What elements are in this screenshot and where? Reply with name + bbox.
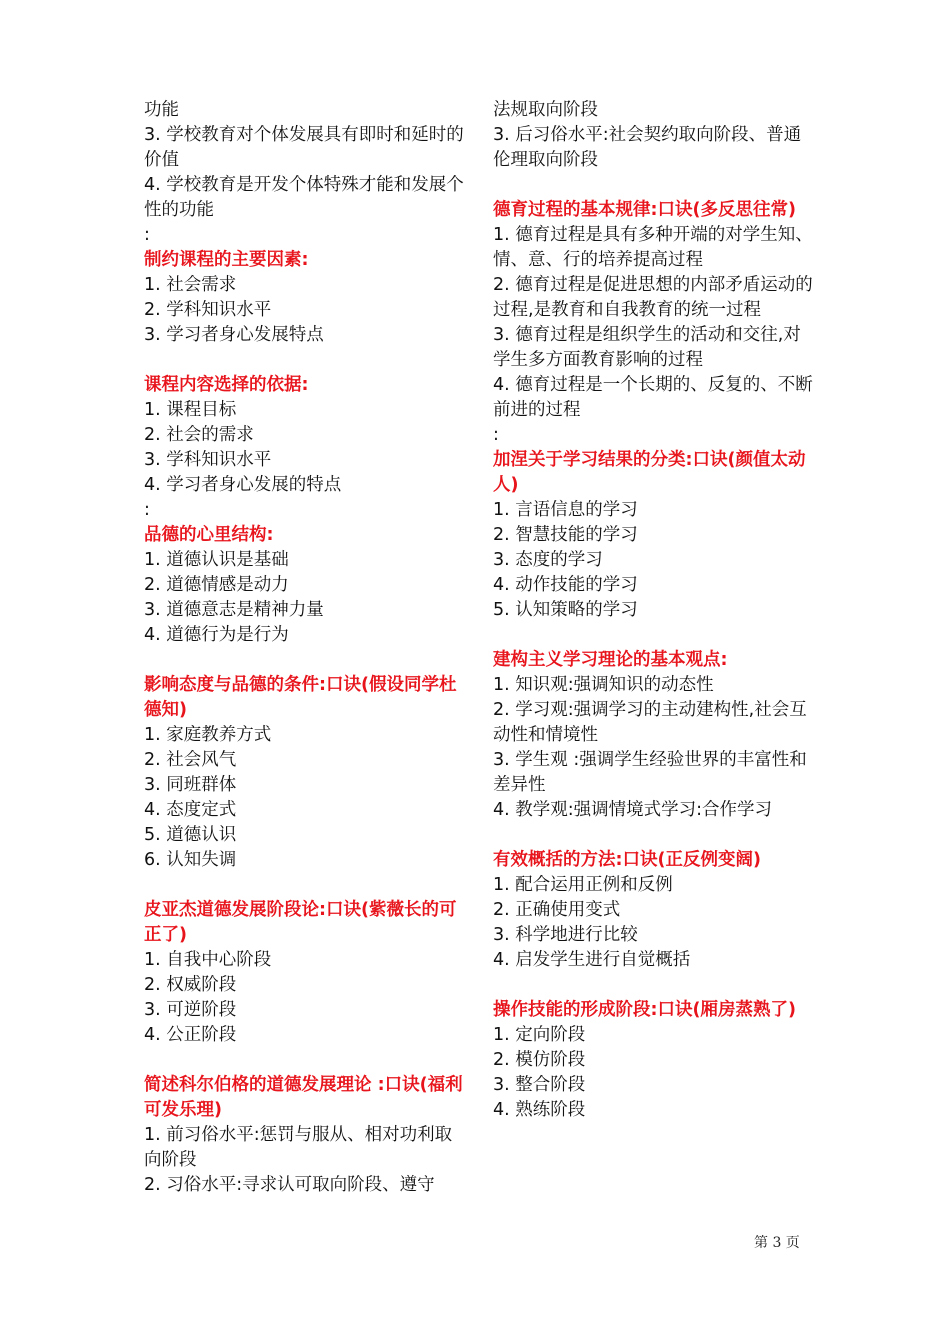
text-line: 2. 习俗水平:寻求认可取向阶段、遵守 — [144, 1175, 435, 1195]
text-line: 2. 模仿阶段 — [493, 1050, 586, 1070]
text-line: 4. 教学观:强调情境式学习:合作学习 — [493, 800, 773, 820]
text-line: 3. 学科知识水平 — [144, 450, 272, 470]
text-line: 1. 配合运用正例和反例 — [493, 875, 673, 895]
section-heading: 有效概括的方法:口诀(正反例变阔) — [493, 850, 761, 870]
section-heading: 影响态度与品德的条件:口诀(假设同学杜德知) — [144, 675, 457, 720]
text-line: 1. 知识观:强调知识的动态性 — [493, 675, 714, 695]
text-line: 4. 德育过程是一个长期的、反复的、不断前进的过程 — [493, 375, 813, 420]
section-heading: 建构主义学习理论的基本观点: — [493, 650, 728, 670]
text-line: 1. 社会需求 — [144, 275, 237, 295]
right-column — [493, 98, 815, 1123]
section-heading: 简述科尔伯格的道德发展理论 :口诀(福利可发乐理) — [144, 1075, 463, 1120]
text-line: 2. 道德情感是动力 — [144, 575, 289, 595]
text-line: 2. 正确使用变式 — [493, 900, 621, 920]
text-line: 3. 德育过程是组织学生的活动和交往,对学生多方面教育影响的过程 — [493, 325, 801, 370]
text-line: 4. 态度定式 — [144, 800, 237, 820]
text-line: : — [493, 425, 499, 445]
text-line: 功能 — [144, 100, 179, 120]
text-line: 4. 动作技能的学习 — [493, 575, 638, 595]
text-line: : — [144, 225, 150, 245]
text-line: 3. 整合阶段 — [493, 1075, 586, 1095]
text-line: 3. 科学地进行比较 — [493, 925, 638, 945]
section-heading: 德育过程的基本规律:口诀(多反思往常) — [493, 200, 796, 220]
section-heading: 课程内容选择的依据: — [144, 375, 309, 395]
spacer — [493, 623, 815, 648]
text-line: 3. 态度的学习 — [493, 550, 603, 570]
spacer — [493, 173, 815, 198]
text-line: 4. 学习者身心发展的特点 — [144, 475, 342, 495]
text-line: 3. 学校教育对个体发展具有即时和延时的价值 — [144, 125, 464, 170]
text-line: 2. 学习观:强调学习的主动建构性,社会互动性和情境性 — [493, 700, 807, 745]
text-line: 2. 学科知识水平 — [144, 300, 272, 320]
spacer — [144, 1048, 466, 1073]
text-line: 4. 公正阶段 — [144, 1025, 237, 1045]
spacer — [144, 348, 466, 373]
text-line: 1. 家庭教养方式 — [144, 725, 272, 745]
text-line: 2. 权威阶段 — [144, 975, 237, 995]
text-line: 1. 前习俗水平:惩罚与服从、相对功利取向阶段 — [144, 1125, 453, 1170]
text-line: 1. 自我中心阶段 — [144, 950, 272, 970]
spacer — [493, 823, 815, 848]
text-line: 2. 社会的需求 — [144, 425, 254, 445]
page-number: 第 3 页 — [754, 1235, 800, 1251]
text-line: : — [144, 500, 150, 520]
spacer — [493, 973, 815, 998]
spacer — [144, 648, 466, 673]
text-line: 2. 社会风气 — [144, 750, 237, 770]
text-line: 1. 道德认识是基础 — [144, 550, 289, 570]
text-line: 5. 道德认识 — [144, 825, 237, 845]
text-line: 3. 后习俗水平:社会契约取向阶段、普通伦理取向阶段 — [493, 125, 802, 170]
text-line: 4. 道德行为是行为 — [144, 625, 289, 645]
text-line: 4. 熟练阶段 — [493, 1100, 586, 1120]
text-line: 3. 学习者身心发展特点 — [144, 325, 324, 345]
text-line: 1. 课程目标 — [144, 400, 237, 420]
section-heading: 操作技能的形成阶段:口诀(厢房蒸熟了) — [493, 1000, 796, 1020]
text-line: 3. 可逆阶段 — [144, 1000, 237, 1020]
text-line: 3. 同班群体 — [144, 775, 237, 795]
section-heading: 皮亚杰道德发展阶段论:口诀(紫薇长的可正了) — [144, 900, 457, 945]
section-heading: 品德的心里结构: — [144, 525, 274, 545]
section-heading: 加涅关于学习结果的分类:口诀(颜值太动人) — [493, 450, 806, 495]
spacer — [144, 873, 466, 898]
text-line: 6. 认知失调 — [144, 850, 237, 870]
text-line: 1. 定向阶段 — [493, 1025, 586, 1045]
text-line: 3. 道德意志是精神力量 — [144, 600, 324, 620]
text-line: 1. 德育过程是具有多种开端的对学生知、情、意、行的培养提高过程 — [493, 225, 813, 270]
text-line: 法规取向阶段 — [493, 100, 598, 120]
text-line: 2. 智慧技能的学习 — [493, 525, 638, 545]
section-heading: 制约课程的主要因素: — [144, 250, 309, 270]
text-line: 3. 学生观 :强调学生经验世界的丰富性和差异性 — [493, 750, 807, 795]
text-line: 4. 启发学生进行自觉概括 — [493, 950, 691, 970]
text-line: 5. 认知策略的学习 — [493, 600, 638, 620]
left-column — [144, 98, 466, 1198]
text-line: 4. 学校教育是开发个体特殊才能和发展个性的功能 — [144, 175, 464, 220]
text-line: 2. 德育过程是促进思想的内部矛盾运动的过程,是教育和自我教育的统一过程 — [493, 275, 813, 320]
text-line: 1. 言语信息的学习 — [493, 500, 638, 520]
